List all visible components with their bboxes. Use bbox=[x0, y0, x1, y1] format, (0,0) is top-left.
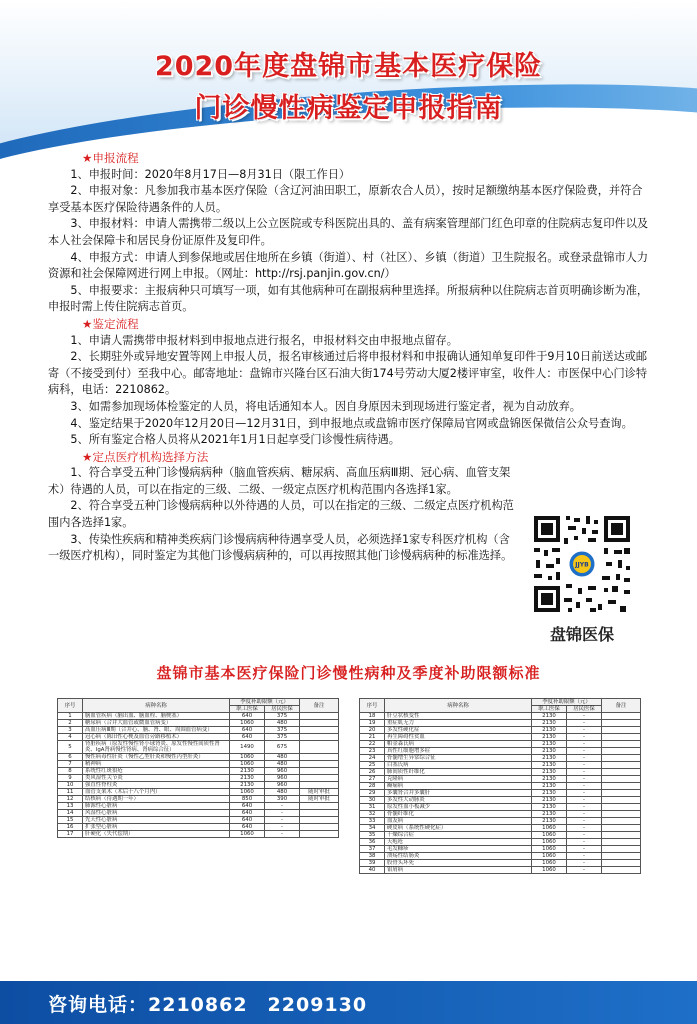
cell-disease-name: 多发性硬化症 bbox=[385, 727, 532, 734]
cell-remark bbox=[602, 804, 641, 811]
qr-code[interactable] bbox=[530, 512, 634, 616]
section1-item: 3、申报材料：申请人需携带二级以上公立医院或专科医院出具的、盖有病案管理部门红色印章的住院病志复印件以及本人社会保障卡和居民身份证原件及复印件。 bbox=[48, 217, 649, 247]
cell-resident-limit: - bbox=[567, 797, 602, 804]
cell-no: 38 bbox=[360, 853, 385, 860]
cell-remark bbox=[602, 860, 641, 867]
cell-no: 30 bbox=[360, 797, 385, 804]
cell-resident-limit: - bbox=[567, 776, 602, 783]
cell-remark bbox=[300, 741, 339, 754]
page-title-line2: 门诊慢性病鉴定申报指南 bbox=[194, 93, 503, 124]
cell-disease-name: 系统性红斑狼疮 bbox=[83, 768, 230, 775]
cell-no: 12 bbox=[58, 796, 83, 803]
cell-employee-limit: 2130 bbox=[532, 811, 567, 818]
cell-disease-name: 股骨头坏死 bbox=[385, 860, 532, 867]
cell-resident-limit: - bbox=[567, 762, 602, 769]
disease-table-left-body bbox=[58, 713, 339, 838]
cell-disease-name: 精神病 bbox=[83, 761, 230, 768]
col-header-no: 序号 bbox=[58, 699, 83, 713]
cell-no: 29 bbox=[360, 790, 385, 797]
cell-resident-limit: - bbox=[567, 818, 602, 825]
cell-employee-limit: 2130 bbox=[230, 782, 265, 789]
cell-employee-limit: 2130 bbox=[532, 727, 567, 734]
cell-remark bbox=[300, 782, 339, 789]
cell-employee-limit: 1060 bbox=[230, 761, 265, 768]
cell-remark bbox=[602, 776, 641, 783]
section3-item: 3、传染性疾病和精神类疾病门诊慢病病种待遇享受人员，必须选择1家专科医疗机构（含一级医疗机构），同时鉴定为其他门诊慢病病种的，可以再按照其他门诊慢病病种的标准选择。 bbox=[48, 532, 513, 563]
cell-employee-limit: 2130 bbox=[532, 755, 567, 762]
cell-no: 33 bbox=[360, 818, 385, 825]
cell-resident-limit: - bbox=[567, 811, 602, 818]
cell-remark bbox=[300, 824, 339, 831]
cell-employee-limit: 1060 bbox=[532, 867, 567, 874]
cell-remark bbox=[602, 713, 641, 720]
cell-remark bbox=[602, 846, 641, 853]
cell-resident-limit: 480 bbox=[265, 761, 300, 768]
table-row bbox=[360, 748, 641, 755]
cell-disease-name: 扩张型心脏病 bbox=[83, 824, 230, 831]
cell-resident-limit: - bbox=[567, 720, 602, 727]
table-row bbox=[360, 853, 641, 860]
cell-remark bbox=[602, 825, 641, 832]
cell-remark bbox=[300, 761, 339, 768]
cell-remark bbox=[602, 720, 641, 727]
table-row bbox=[360, 804, 641, 811]
cell-resident-limit: - bbox=[567, 853, 602, 860]
table-row bbox=[58, 720, 339, 727]
table-row bbox=[360, 860, 641, 867]
cell-remark: 随时审批 bbox=[300, 789, 339, 796]
cell-no: 15 bbox=[58, 817, 83, 824]
table-row bbox=[360, 755, 641, 762]
section1-item: 1、申报时间：2020年8月17日—8月31日（限工作日） bbox=[70, 167, 351, 181]
table-row bbox=[360, 839, 641, 846]
cell-disease-name: 肺源性心脏病 bbox=[83, 803, 230, 810]
cell-no: 25 bbox=[360, 762, 385, 769]
table-row bbox=[360, 783, 641, 790]
cell-no: 8 bbox=[58, 768, 83, 775]
cell-no: 9 bbox=[58, 775, 83, 782]
cell-resident-limit: 960 bbox=[265, 775, 300, 782]
cell-disease-name: 再生障碍性贫血 bbox=[385, 734, 532, 741]
col-header-name: 病种名称 bbox=[83, 699, 230, 713]
cell-no: 22 bbox=[360, 741, 385, 748]
cell-remark bbox=[300, 754, 339, 761]
cell-resident-limit: - bbox=[265, 810, 300, 817]
cell-no: 18 bbox=[360, 713, 385, 720]
cell-disease-name: 慢性病毒性肝炎（慢性乙型肝炎和慢性丙型肝炎） bbox=[83, 754, 230, 761]
cell-disease-name: 癫痫病 bbox=[385, 783, 532, 790]
cell-employee-limit: 1060 bbox=[532, 846, 567, 853]
cell-no: 39 bbox=[360, 860, 385, 867]
cell-disease-name: 血管支架术（术后十八个月内） bbox=[83, 789, 230, 796]
cell-resident-limit: - bbox=[567, 790, 602, 797]
cell-resident-limit: - bbox=[265, 824, 300, 831]
cell-disease-name: 肝豆状核变性 bbox=[385, 713, 532, 720]
cell-disease-name: 硬皮病（系统性硬化症） bbox=[385, 825, 532, 832]
cell-no: 5 bbox=[58, 741, 83, 754]
col-header-remark: 备注 bbox=[300, 699, 339, 713]
table-row bbox=[58, 789, 339, 796]
cell-employee-limit: 640 bbox=[230, 734, 265, 741]
qr-code-graphic bbox=[530, 512, 634, 616]
cell-resident-limit: - bbox=[567, 783, 602, 790]
cell-no: 13 bbox=[58, 803, 83, 810]
cell-remark bbox=[602, 818, 641, 825]
cell-no: 20 bbox=[360, 727, 385, 734]
cell-disease-name: 重症肌无力 bbox=[385, 720, 532, 727]
cell-employee-limit: 2130 bbox=[532, 790, 567, 797]
cell-no: 31 bbox=[360, 804, 385, 811]
cell-disease-name: 糖尿病（合并大血管或微血管病变） bbox=[83, 720, 230, 727]
section-heading-apply: ★申报流程 bbox=[82, 151, 139, 165]
cell-no: 21 bbox=[360, 734, 385, 741]
cell-remark bbox=[300, 831, 339, 838]
cell-disease-name: 风湿性心脏病 bbox=[83, 810, 230, 817]
cell-employee-limit: 1060 bbox=[230, 720, 265, 727]
table-row bbox=[360, 776, 641, 783]
cell-disease-name: 先天性心脏病 bbox=[83, 817, 230, 824]
cell-employee-limit: 640 bbox=[230, 713, 265, 720]
cell-disease-name: 克隆病 bbox=[385, 776, 532, 783]
cell-employee-limit: 640 bbox=[230, 810, 265, 817]
cell-disease-name: 血友病 bbox=[385, 818, 532, 825]
cell-resident-limit: - bbox=[567, 867, 602, 874]
table-row bbox=[360, 846, 641, 853]
section2-item: 4、鉴定结果于2020年12月20日—12月31日，到申报地点或盘锦市医疗保障局官网或盘锦医保微信公众号查询。 bbox=[70, 416, 633, 430]
cell-disease-name: 肝硬化（失代偿期） bbox=[83, 831, 230, 838]
cell-employee-limit: 2130 bbox=[532, 783, 567, 790]
cell-employee-limit: 1060 bbox=[532, 832, 567, 839]
cell-employee-limit: 640 bbox=[230, 817, 265, 824]
cell-no: 36 bbox=[360, 839, 385, 846]
cell-employee-limit: 2130 bbox=[532, 720, 567, 727]
cell-remark bbox=[602, 755, 641, 762]
cell-disease-name: 脑血管疾病（脑出血、脑血栓、脑梗塞） bbox=[83, 713, 230, 720]
cell-disease-name: 原发性血小板减少 bbox=[385, 804, 532, 811]
table-row bbox=[360, 811, 641, 818]
cell-employee-limit: 1060 bbox=[230, 831, 265, 838]
cell-disease-name: 肺间质性纤维化 bbox=[385, 769, 532, 776]
table-row bbox=[58, 768, 339, 775]
cell-no: 4 bbox=[58, 734, 83, 741]
table-row bbox=[58, 824, 339, 831]
cell-remark bbox=[602, 783, 641, 790]
cell-resident-limit: 375 bbox=[265, 727, 300, 734]
disease-table-left bbox=[57, 698, 339, 838]
cell-remark bbox=[602, 832, 641, 839]
col-header-limit: 季度补助限额（元） bbox=[230, 699, 300, 706]
cell-remark bbox=[602, 748, 641, 755]
cell-remark bbox=[300, 810, 339, 817]
cell-disease-name: 强直性脊柱炎 bbox=[83, 782, 230, 789]
cell-remark bbox=[602, 811, 641, 818]
table-row bbox=[360, 790, 641, 797]
cell-employee-limit: 1490 bbox=[230, 741, 265, 754]
table-row bbox=[58, 727, 339, 734]
table-row bbox=[58, 775, 339, 782]
cell-remark bbox=[602, 734, 641, 741]
cell-no: 26 bbox=[360, 769, 385, 776]
cell-no: 23 bbox=[360, 748, 385, 755]
cell-remark: 随时审批 bbox=[300, 796, 339, 803]
cell-employee-limit: 850 bbox=[230, 796, 265, 803]
cell-disease-name: 肾脏疾病（原发性慢性肾小球肾炎、原发性慢性间质性肾炎、IgA肾病慢性肾病、肾病综合征） bbox=[83, 741, 230, 754]
page-title-line1: 2020年度盘锦市基本医疗保险 bbox=[154, 51, 543, 82]
table-row bbox=[58, 831, 339, 838]
cell-resident-limit: - bbox=[567, 804, 602, 811]
cell-employee-limit: 2130 bbox=[532, 734, 567, 741]
cell-disease-name: 毛发糠疹 bbox=[385, 846, 532, 853]
cell-remark bbox=[300, 775, 339, 782]
cell-remark bbox=[602, 867, 641, 874]
section3-item: 1、符合享受五种门诊慢病病种（脑血管疾病、糖尿病、高血压病Ⅲ期、冠心病、血管支架术）待遇的人员，可以在指定的三级、二级、一级定点医疗机构范围内各选择1家。 bbox=[48, 466, 511, 496]
cell-remark bbox=[602, 727, 641, 734]
table-row bbox=[360, 769, 641, 776]
cell-no: 3 bbox=[58, 727, 83, 734]
cell-resident-limit: - bbox=[567, 839, 602, 846]
section3-item: 2、符合享受五种门诊慢病病种以外待遇的人员，可以在指定的三级、二级定点医疗机构范围内各选择1家。 bbox=[48, 499, 514, 530]
cell-resident-limit: 960 bbox=[265, 768, 300, 775]
cell-resident-limit: 375 bbox=[265, 713, 300, 720]
disease-table-right bbox=[359, 698, 641, 874]
table-row bbox=[360, 720, 641, 727]
cell-disease-name: 银屑病 bbox=[385, 867, 532, 874]
table-row bbox=[360, 741, 641, 748]
cell-disease-name: 多发性大动脉炎 bbox=[385, 797, 532, 804]
cell-employee-limit: 640 bbox=[230, 727, 265, 734]
cell-resident-limit: - bbox=[567, 727, 602, 734]
cell-remark bbox=[300, 727, 339, 734]
cell-resident-limit: 480 bbox=[265, 720, 300, 727]
table-row bbox=[58, 817, 339, 824]
cell-resident-limit: 480 bbox=[265, 789, 300, 796]
section2-item: 2、长期驻外或异地安置等网上申报人员，报名审核通过后将申报材料和申报确认通知单复印件于9月10日前送达或邮寄（不接受到付）至我中心。邮寄地址：盘锦市兴隆台区石油大街174号劳动大厦2楼评审室，收件人：市医保中心门诊特病科，电话：2210862。 bbox=[48, 350, 648, 397]
cell-resident-limit: 390 bbox=[265, 796, 300, 803]
cell-employee-limit: 640 bbox=[230, 803, 265, 810]
cell-employee-limit: 2130 bbox=[532, 748, 567, 755]
cell-resident-limit: 480 bbox=[265, 754, 300, 761]
cell-resident-limit: 375 bbox=[265, 734, 300, 741]
section1-item: 4、申报方式：申请人到参保地或居住地所在乡镇（街道）、村（社区）、乡镇（街道）卫生院报名。或登录盘锦市人力资源和社会保障网进行网上申报。（网址：http://rsj.panjin.gov.cn/） bbox=[48, 250, 649, 281]
table-row bbox=[58, 810, 339, 817]
cell-employee-limit: 2130 bbox=[230, 768, 265, 775]
table-row bbox=[58, 741, 339, 754]
col-header-remark: 备注 bbox=[602, 699, 641, 713]
cell-resident-limit: - bbox=[567, 860, 602, 867]
cell-employee-limit: 2130 bbox=[532, 818, 567, 825]
cell-no: 7 bbox=[58, 761, 83, 768]
table-row bbox=[58, 734, 339, 741]
table-row bbox=[58, 803, 339, 810]
cell-remark bbox=[300, 817, 339, 824]
cell-no: 32 bbox=[360, 811, 385, 818]
cell-remark bbox=[300, 768, 339, 775]
cell-employee-limit: 2130 bbox=[230, 775, 265, 782]
section2-item: 3、如需参加现场体检鉴定的人员，将电话通知本人。因自身原因未到现场进行鉴定者，视为自动放弃。 bbox=[70, 399, 581, 413]
cell-no: 37 bbox=[360, 846, 385, 853]
cell-disease-name: 帕金森氏病 bbox=[385, 741, 532, 748]
cell-disease-name: 结核病（待遇期一年） bbox=[83, 796, 230, 803]
table-row bbox=[360, 818, 641, 825]
cell-employee-limit: 1060 bbox=[532, 860, 567, 867]
table-row bbox=[360, 825, 641, 832]
cell-no: 19 bbox=[360, 720, 385, 727]
footer-bar bbox=[0, 981, 697, 1024]
section-heading-institution: ★定点医疗机构选择方法 bbox=[82, 449, 209, 464]
cell-disease-name: 骨髓纤维化 bbox=[385, 811, 532, 818]
cell-remark bbox=[602, 853, 641, 860]
cell-employee-limit: 640 bbox=[230, 824, 265, 831]
table-row bbox=[360, 832, 641, 839]
cell-no: 6 bbox=[58, 754, 83, 761]
cell-resident-limit: - bbox=[265, 817, 300, 824]
cell-no: 24 bbox=[360, 755, 385, 762]
cell-no: 1 bbox=[58, 713, 83, 720]
cell-disease-name: 干燥综合症 bbox=[385, 832, 532, 839]
cell-resident-limit: 675 bbox=[265, 741, 300, 754]
col-header-limit: 季度补助限额（元） bbox=[532, 699, 602, 706]
col-header-resident: 居民医保 bbox=[265, 706, 300, 713]
qr-badge-text: JJYB bbox=[575, 561, 589, 569]
cell-employee-limit: 1060 bbox=[532, 839, 567, 846]
cell-no: 40 bbox=[360, 867, 385, 874]
cell-no: 14 bbox=[58, 810, 83, 817]
cell-employee-limit: 1060 bbox=[230, 754, 265, 761]
section1-item: 5、申报要求：主报病种只可填写一项，如有其他病种可在副报病种里选择。所报病种以住院病志首页明确诊断为准，申报时需上传住院病志首页。 bbox=[48, 283, 649, 314]
table-row bbox=[58, 782, 339, 789]
section2-item: 5、所有鉴定合格人员将从2021年1月1日起享受门诊慢性病待遇。 bbox=[70, 433, 400, 447]
cell-employee-limit: 2130 bbox=[532, 713, 567, 720]
cell-no: 28 bbox=[360, 783, 385, 790]
table-row bbox=[360, 727, 641, 734]
table-title: 盘锦市基本医疗保险门诊慢性病种及季度补助限额标准 bbox=[156, 664, 541, 682]
cell-no: 27 bbox=[360, 776, 385, 783]
cell-resident-limit: - bbox=[265, 803, 300, 810]
cell-employee-limit: 2130 bbox=[532, 762, 567, 769]
cell-resident-limit: - bbox=[567, 755, 602, 762]
cell-remark bbox=[300, 803, 339, 810]
cell-disease-name: 多囊肾合并多囊肝 bbox=[385, 790, 532, 797]
cell-remark bbox=[300, 720, 339, 727]
cell-remark bbox=[602, 797, 641, 804]
cell-resident-limit: - bbox=[567, 825, 602, 832]
cell-employee-limit: 1060 bbox=[532, 853, 567, 860]
cell-no: 35 bbox=[360, 832, 385, 839]
table-row bbox=[360, 762, 641, 769]
col-header-no: 序号 bbox=[360, 699, 385, 713]
cell-disease-name: 天疱疮 bbox=[385, 839, 532, 846]
cell-employee-limit: 1060 bbox=[532, 825, 567, 832]
table-row bbox=[360, 867, 641, 874]
cell-resident-limit: - bbox=[265, 831, 300, 838]
cell-resident-limit: - bbox=[567, 769, 602, 776]
cell-employee-limit: 2130 bbox=[532, 769, 567, 776]
cell-resident-limit: - bbox=[567, 748, 602, 755]
col-header-name: 病种名称 bbox=[385, 699, 532, 713]
cell-disease-name: 白塞氏病 bbox=[385, 762, 532, 769]
cell-disease-name: 类风湿性关节炎 bbox=[83, 775, 230, 782]
section-heading-appraisal: ★鉴定流程 bbox=[82, 316, 139, 331]
cell-remark bbox=[602, 839, 641, 846]
cell-disease-name: 真性红细胞增多症 bbox=[385, 748, 532, 755]
cell-remark bbox=[300, 734, 339, 741]
section2-item: 1、申请人需携带申报材料到申报地点进行报名，申报材料交由申报地点留存。 bbox=[70, 333, 458, 347]
cell-employee-limit: 2130 bbox=[532, 804, 567, 811]
table-row bbox=[360, 797, 641, 804]
cell-resident-limit: - bbox=[567, 734, 602, 741]
col-header-employee: 职工医保 bbox=[532, 706, 567, 713]
table-row bbox=[360, 713, 641, 720]
cell-remark bbox=[300, 713, 339, 720]
cell-no: 10 bbox=[58, 782, 83, 789]
cell-disease-name: 骨髓增生异常综合征 bbox=[385, 755, 532, 762]
cell-remark bbox=[602, 769, 641, 776]
guide-content bbox=[48, 150, 653, 565]
cell-no: 34 bbox=[360, 825, 385, 832]
cell-resident-limit: - bbox=[567, 846, 602, 853]
contact-phone: 咨询电话：2210862 2209130 bbox=[48, 994, 368, 1016]
cell-employee-limit: 2130 bbox=[532, 797, 567, 804]
qr-label: 盘锦医保 bbox=[549, 625, 614, 644]
cell-no: 2 bbox=[58, 720, 83, 727]
col-header-resident: 居民医保 bbox=[567, 706, 602, 713]
table-row bbox=[58, 761, 339, 768]
cell-employee-limit: 2130 bbox=[532, 741, 567, 748]
cell-resident-limit: 960 bbox=[265, 782, 300, 789]
cell-resident-limit: - bbox=[567, 741, 602, 748]
table-row bbox=[360, 734, 641, 741]
table-row bbox=[58, 754, 339, 761]
table-row bbox=[58, 796, 339, 803]
cell-resident-limit: - bbox=[567, 832, 602, 839]
cell-employee-limit: 2130 bbox=[532, 776, 567, 783]
cell-disease-name: 溃疡性结肠炎 bbox=[385, 853, 532, 860]
cell-no: 11 bbox=[58, 789, 83, 796]
cell-remark bbox=[602, 762, 641, 769]
section1-item: 2、申报对象：凡参加我市基本医疗保险（含辽河油田职工，原新农合人员），按时足额缴纳基本医疗保险费，并符合享受基本医疗保险待遇条件的人员。 bbox=[48, 184, 643, 214]
cell-resident-limit: - bbox=[567, 713, 602, 720]
col-header-employee: 职工医保 bbox=[230, 706, 265, 713]
table-row bbox=[58, 713, 339, 720]
cell-remark bbox=[602, 741, 641, 748]
cell-employee-limit: 1060 bbox=[230, 789, 265, 796]
cell-no: 17 bbox=[58, 831, 83, 838]
cell-disease-name: 高血压病Ⅲ期（合并心、脑、肾、眼、周围血管病变） bbox=[83, 727, 230, 734]
disease-table-right-body bbox=[360, 713, 641, 874]
cell-no: 16 bbox=[58, 824, 83, 831]
cell-disease-name: 冠心病（陈旧性心梗及血管旁路移植术） bbox=[83, 734, 230, 741]
cell-remark bbox=[602, 790, 641, 797]
